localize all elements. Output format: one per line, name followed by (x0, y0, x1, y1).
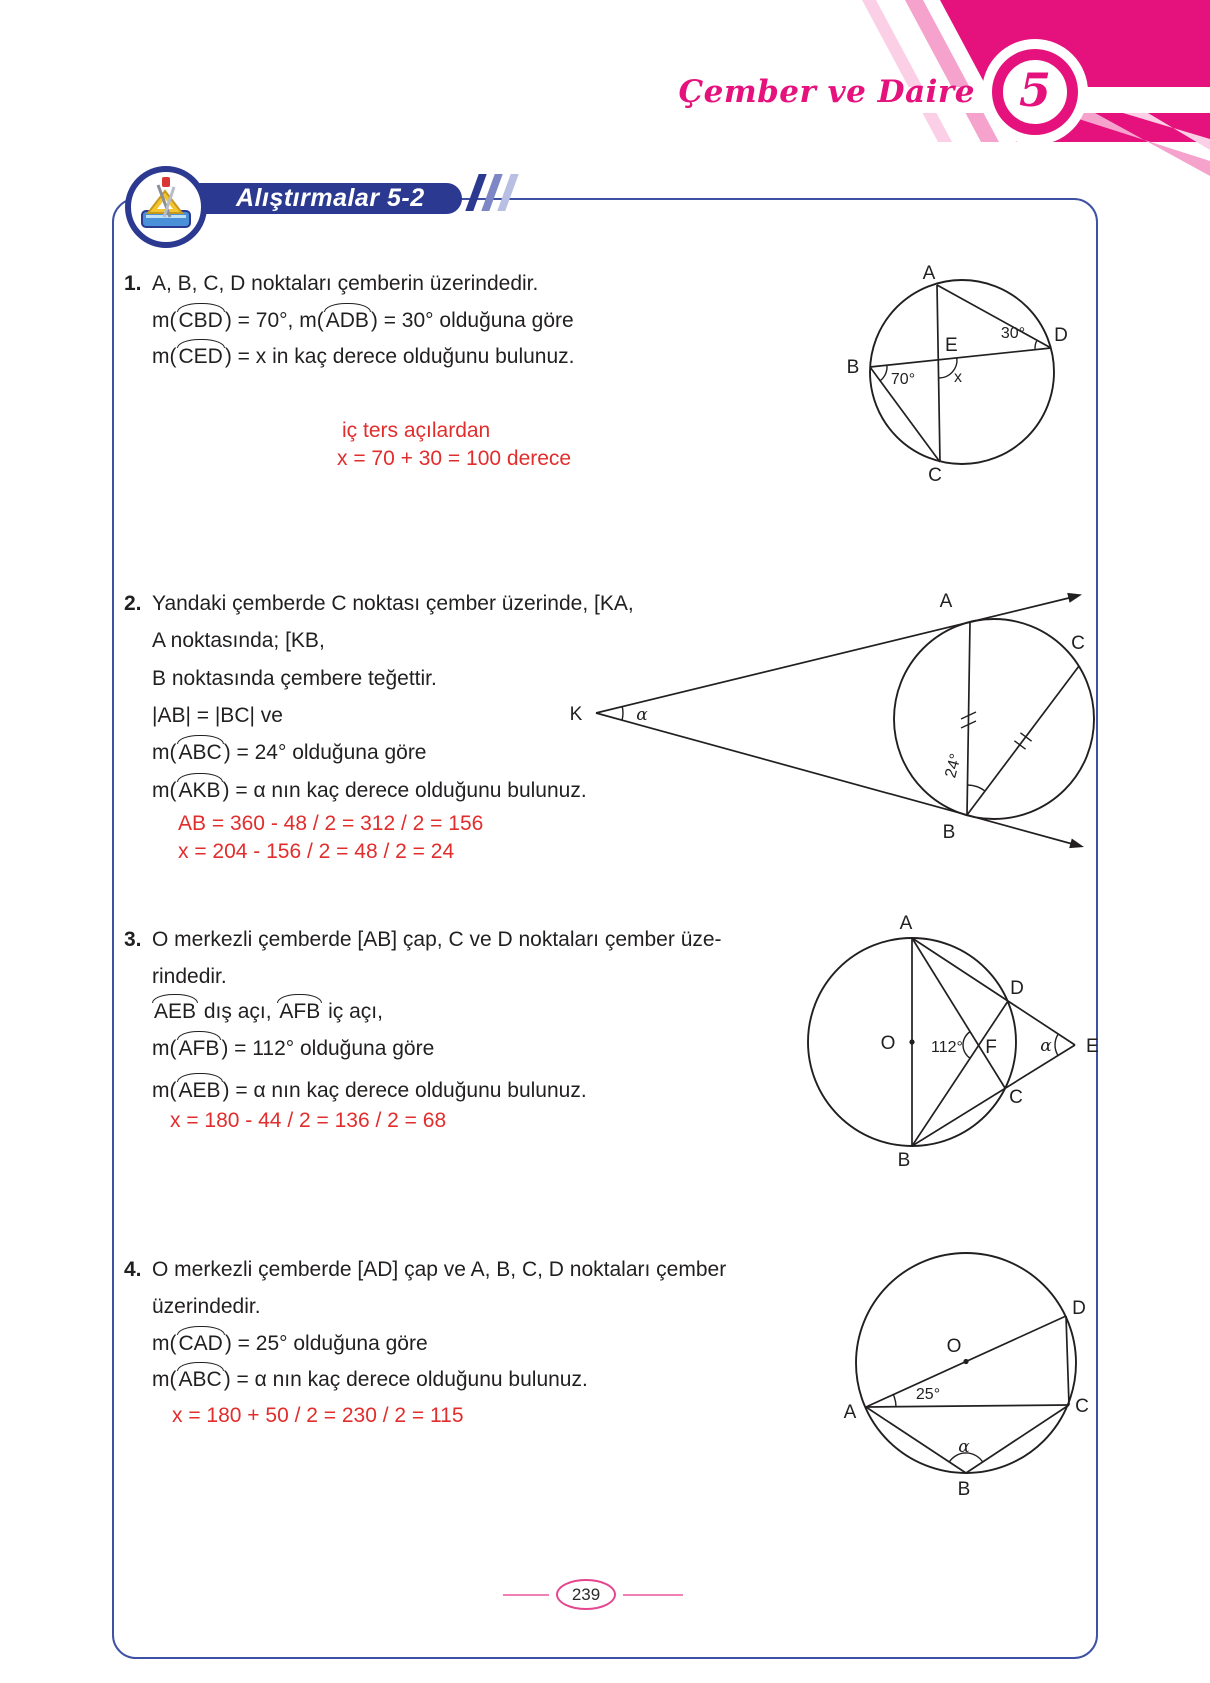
problem-3-line-3: AEB dış açı, AFB iç açı, (154, 1000, 383, 1023)
problem-2-diagram (564, 591, 1109, 851)
d1-angle-30: 30° (1000, 325, 1026, 342)
chapter-number: 5 (1018, 63, 1051, 117)
d3-angle-112: 112° (931, 1039, 963, 1056)
d4-angle-alpha: α (958, 1437, 970, 1457)
problem-1-line-2: m(CBD) = 70°, m(ADB) = 30° olduğuna göre (152, 309, 574, 332)
problem-2-line-1: Yandaki çemberde C noktası çember üzerinde, [KA, (152, 592, 634, 615)
d1-label-a: A (922, 263, 936, 284)
problem-4-line-2: üzerindedir. (152, 1295, 261, 1318)
arc-notation: ADB (325, 309, 369, 332)
d2-label-b: B (942, 822, 956, 843)
problem-2-line-4: |AB| = |BC| ve (152, 704, 283, 727)
chapter-badge-ring (992, 49, 1078, 135)
geometry-tools-icon (124, 165, 208, 249)
d4-label-b: B (957, 1479, 971, 1500)
d3-label-a: A (899, 913, 913, 934)
problem-2-number: 2. (124, 592, 142, 615)
problem-1-solution-2: x = 70 + 30 = 100 derece (337, 447, 572, 470)
arc-notation: AEB (154, 1000, 197, 1023)
problem-1-number: 1. (124, 272, 142, 295)
problem-3-line-1: O merkezli çemberde [AB] çap, C ve D noktaları çember üze- (152, 928, 722, 951)
d2-angle-24: 24° (942, 751, 965, 780)
problem-1-solution-1: iç ters açılardan (342, 419, 491, 442)
chapter-title: Çember ve Daire (678, 74, 975, 110)
d4-label-c: C (1075, 1396, 1089, 1417)
problem-3-number: 3. (124, 928, 142, 951)
problem-4-line-1: O merkezli çemberde [AD] çap ve A, B, C, D noktaları çember (152, 1258, 727, 1281)
problem-2-line-6: m(AKB) = α nın kaç derece olduğunu bulunuz. (152, 779, 587, 802)
d4-label-d: D (1072, 1298, 1086, 1319)
arc-notation: AFB (279, 1000, 321, 1023)
page-badge-left-line (503, 1594, 549, 1596)
chapter-number-badge (982, 39, 1088, 145)
problem-2-solution-1: AB = 360 - 48 / 2 = 312 / 2 = 156 (178, 812, 484, 835)
d3-label-d: D (1010, 978, 1024, 999)
problem-4-line-4: m(ABC) = α nın kaç derece olduğunu bulunuz. (152, 1368, 588, 1391)
arc-notation: CED (178, 345, 223, 368)
problem-4-solution-1: x = 180 + 50 / 2 = 230 / 2 = 115 (172, 1404, 464, 1427)
problem-2-line-2: A noktasında; [KB, (152, 629, 325, 652)
d1-label-e: E (945, 335, 958, 356)
problem-1-line-1: A, B, C, D noktaları çemberin üzerindedir. (152, 272, 539, 295)
d2-label-k: K (569, 704, 583, 725)
problem-4-number: 4. (124, 1258, 142, 1281)
problem-3-diagram (770, 905, 1100, 1185)
arc-notation: ABC (178, 741, 222, 764)
arc-notation: AEB (178, 1079, 221, 1102)
d1-label-c: C (928, 465, 942, 486)
d2-label-c: C (1071, 633, 1085, 654)
d1-label-b: B (846, 357, 860, 378)
d3-label-f: F (985, 1037, 997, 1058)
d3-label-b: B (897, 1150, 911, 1171)
arc-notation: ABC (178, 1368, 222, 1391)
arc-notation: CAD (178, 1332, 223, 1355)
exercises-banner-title: Alıştırmalar 5-2 (236, 184, 425, 212)
problem-3-line-4: m(AFB) = 112° olduğuna göre (152, 1037, 435, 1060)
arc-notation: CBD (178, 309, 223, 332)
arc-notation: AKB (178, 779, 221, 802)
d1-label-d: D (1054, 325, 1068, 346)
d1-angle-70: 70° (890, 371, 916, 388)
page-number: 239 (556, 1579, 616, 1610)
d2-angle-alpha: α (636, 705, 648, 725)
problem-4-diagram (830, 1240, 1110, 1500)
page-badge-right-line (623, 1594, 683, 1596)
problem-3-line-5: m(AEB) = α nın kaç derece olduğunu bulunuz. (152, 1079, 587, 1102)
problem-1-line-3: m(CED) = x in kaç derece olduğunu bulunuz. (152, 345, 575, 368)
d4-label-a: A (843, 1402, 857, 1423)
problem-4-line-3: m(CAD) = 25° olduğuna göre (152, 1332, 428, 1355)
problem-1-diagram (845, 255, 1085, 485)
problem-2-line-5: m(ABC) = 24° olduğuna göre (152, 741, 427, 764)
exercises-banner (196, 183, 462, 214)
problem-3-line-2: rindedir. (152, 965, 227, 988)
d1-angle-x: x (954, 369, 962, 386)
header-stripe-2 (862, 0, 952, 142)
page-number-badge (503, 1579, 683, 1610)
d4-label-o: O (946, 1336, 962, 1357)
problem-3-solution-1: x = 180 - 44 / 2 = 136 / 2 = 68 (170, 1109, 447, 1132)
d4-angle-25: 25° (915, 1386, 941, 1403)
d3-label-e: E (1086, 1036, 1099, 1057)
arc-notation: AFB (178, 1037, 220, 1060)
d3-angle-alpha: α (1040, 1036, 1052, 1056)
problem-2-line-3: B noktasında çembere teğettir. (152, 667, 437, 690)
d3-label-o: O (880, 1033, 896, 1054)
d2-label-a: A (939, 591, 953, 612)
problem-2-solution-2: x = 204 - 156 / 2 = 48 / 2 = 24 (178, 840, 455, 863)
d3-label-c: C (1009, 1087, 1023, 1108)
